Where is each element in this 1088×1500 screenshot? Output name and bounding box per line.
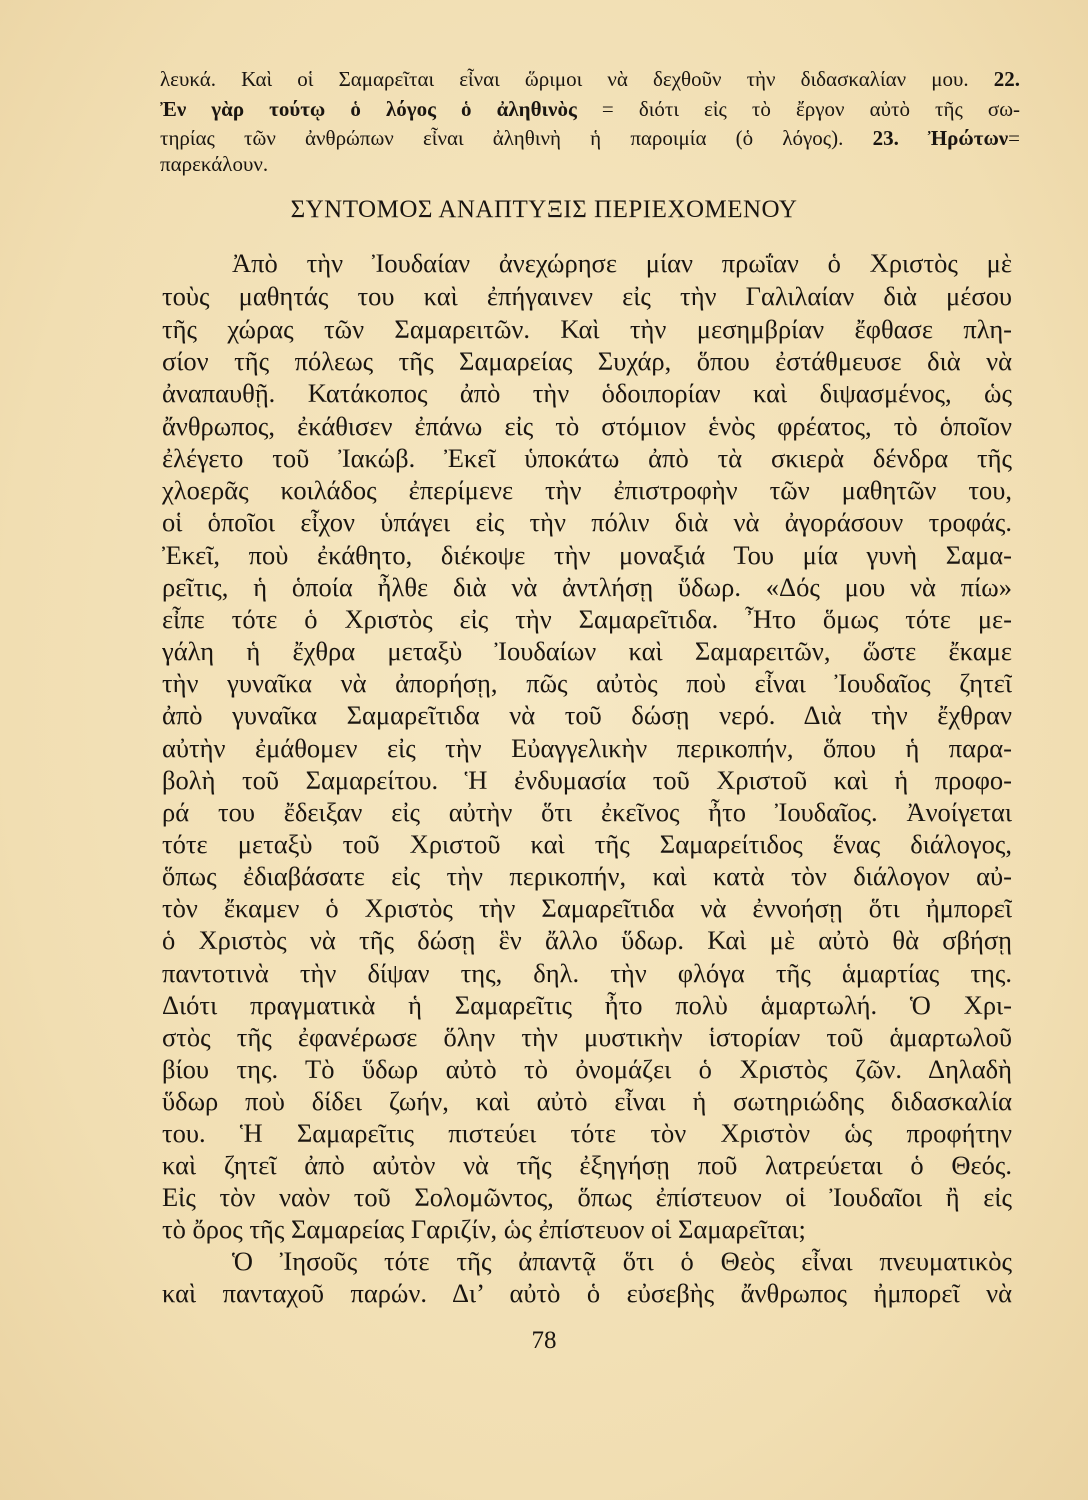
note-line-4 (160, 151, 1020, 178)
body-line: βολὴ τοῦ Σαμαρείτου. Ἡ ἐνδυμασία τοῦ Χριστοῦ καὶ ἡ προφο- (162, 765, 1012, 795)
body-line: σίον τῆς πόλεως τῆς Σαμαρείας Συχάρ, ὅπου ἐστάθμευσε διὰ νὰ (162, 346, 1012, 376)
section-heading: ΣΥΝΤΟΜΟΣ ΑΝΑΠΤΥΞΙΣ ΠΕΡΙΕΧΟΜΕΝΟΥ (290, 196, 798, 223)
body-line: χλοερᾶς κοιλάδος ἐπερίμενε τὴν ἐπιστροφὴν τῶν μαθητῶν του, (162, 475, 1012, 505)
body-line: ὅπως ἐδιαβάσατε εἰς τὴν περικοπήν, καὶ κατὰ τὸν διάλογον αὐ- (162, 861, 1012, 891)
body-line: οἱ ὁποῖοι εἶχον ὑπάγει εἰς τὴν πόλιν διὰ νὰ ἀγοράσουν τροφάς. (162, 507, 1012, 537)
body-line: ρά του ἔδειξαν εἰς αὐτὴν ὅτι ἐκεῖνος ἦτο Ἰουδαῖος. Ἀνοίγεται (162, 797, 1012, 827)
body-line: τοὺς μαθητάς του καὶ ἐπήγαινεν εἰς τὴν Γαλιλαίαν διὰ μέσου (162, 281, 1012, 311)
body-line: παντοτινὰ τὴν δίψαν της, δηλ. τὴν φλόγα τῆς ἁμαρτίας της. (162, 958, 1012, 988)
note-text: παρεκάλουν. (160, 152, 269, 176)
body-line: Ὁ Ἰησοῦς τότε τῆς ἀπαντᾷ ὅτι ὁ Θεὸς εἶναι πνευματικὸς (232, 1246, 1012, 1276)
body-line: βίου της. Τὸ ὕδωρ αὐτὸ τὸ ὀνομάζει ὁ Χριστὸς ζῶν. Δηλαδὴ (162, 1054, 1012, 1084)
body-line: ρεῖτις, ἡ ὁποία ἦλθε διὰ νὰ ἀντλήσῃ ὕδωρ. «Δός μου νὰ πίω» (162, 572, 1012, 602)
note-line-1 (160, 66, 1020, 93)
body-line: ἀναπαυθῇ. Κατάκοπος ἀπὸ τὴν ὁδοιπορίαν καὶ διψασμένος, ὡς (162, 378, 1012, 408)
body-line: ἐλέγετο τοῦ Ἰακώβ. Ἐκεῖ ὑποκάτω ἀπὸ τὰ σκιερὰ δένδρα τῆς (162, 443, 1012, 473)
body-line: τὴν γυναῖκα νὰ ἀπορήσῃ, πῶς αὐτὸς ποὺ εἶναι Ἰουδαῖος ζητεῖ (162, 668, 1012, 698)
body-line: Ἀπὸ τὴν Ἰουδαίαν ἀνεχώρησε μίαν πρωΐαν ὁ Χριστὸς μὲ (232, 248, 1012, 278)
note-line-3 (160, 125, 1020, 152)
note-text: λευκά. Καὶ οἱ Σαμαρεῖται εἶναι ὥριμοι νὰ δεχθοῦν τὴν διδασκαλίαν μου. (160, 67, 969, 91)
body-line: Εἰς τὸν ναὸν τοῦ Σολομῶντος, ὅπως ἐπίστευον οἱ Ἰουδαῖοι ἢ εἰς (162, 1182, 1012, 1212)
body-line: του. Ἡ Σαμαρεῖτις πιστεύει τότε τὸν Χριστὸν ὡς προφήτην (162, 1118, 1012, 1148)
body-line: Διότι πραγματικὰ ἡ Σαμαρεῖτις ἦτο πολὺ ἁμαρτωλή. Ὁ Χρι- (162, 990, 1012, 1020)
verse-word: Ἠρώτων (928, 126, 1009, 150)
body-line: καὶ πανταχοῦ παρών. Δι’ αὐτὸ ὁ εὐσεβὴς ἄνθρωπος ἠμπορεῖ νὰ (162, 1278, 1012, 1308)
note-line-2 (160, 96, 1020, 123)
note-text: τηρίας τῶν ἀνθρώπων εἶναι ἀληθινὴ ἡ παροιμία (ὁ λόγος). (160, 126, 844, 150)
verse-quote: Ἐν γὰρ τούτῳ ὁ λόγος ὁ ἀληθινὸς (160, 97, 577, 121)
equals-sign: = (1008, 126, 1020, 150)
body-line: καὶ ζητεῖ ἀπὸ αὐτὸν νὰ τῆς ἐξηγήσῃ ποῦ λατρεύεται ὁ Θεός. (162, 1150, 1012, 1180)
body-line: τὸν ἔκαμεν ὁ Χριστὸς τὴν Σαμαρεῖτιδα νὰ ἐννοήσῃ ὅτι ἠμπορεῖ (162, 893, 1012, 923)
body-line: ὁ Χριστὸς νὰ τῆς δώσῃ ἓν ἄλλο ὕδωρ. Καὶ μὲ αὐτὸ θὰ σβήσῃ (162, 925, 1012, 955)
body-line: τῆς χώρας τῶν Σαμαρειτῶν. Καὶ τὴν μεσημβρίαν ἔφθασε πλη- (162, 314, 1012, 344)
body-line: γάλη ἡ ἔχθρα μεταξὺ Ἰουδαίων καὶ Σαμαρειτῶν, ὥστε ἔκαμε (162, 636, 1012, 666)
body-line: ἀπὸ γυναῖκα Σαμαρεῖτιδα νὰ τοῦ δώσῃ νερό. Διὰ τὴν ἔχθραν (162, 700, 1012, 730)
body-line: ἄνθρωπος, ἐκάθισεν ἐπάνω εἰς τὸ στόμιον ἑνὸς φρέατος, τὸ ὁποῖον (162, 411, 1012, 441)
body-line: Ἐκεῖ, ποὺ ἐκάθητο, διέκοψε τὴν μοναξιά Του μία γυνὴ Σαμα- (162, 540, 1012, 570)
body-line: ὕδωρ ποὺ δίδει ζωήν, καὶ αὐτὸ εἶναι ἡ σωτηριώδης διδασκαλία (162, 1086, 1012, 1116)
page-number: 78 (531, 1327, 557, 1354)
verse-number-22: 22. (993, 67, 1020, 91)
body-line: αὐτὴν ἐμάθομεν εἰς τὴν Εὐαγγελικὴν περικοπήν, ὅπου ἡ παρα- (162, 733, 1012, 763)
verse-number-23: 23. (872, 126, 899, 150)
note-text: = διότι εἰς τὸ ἔργον αὐτὸ τῆς σω- (601, 97, 1020, 121)
body-line: τότε μεταξὺ τοῦ Χριστοῦ καὶ τῆς Σαμαρείτιδος ἕνας διάλογος, (162, 829, 1012, 859)
body-line: τὸ ὄρος τῆς Σαμαρείας Γαριζίν, ὡς ἐπίστευον οἱ Σαμαρεῖται; (162, 1214, 806, 1244)
body-line: εἶπε τότε ὁ Χριστὸς εἰς τὴν Σαμαρεῖτιδα. Ἦτο ὅμως τότε με- (162, 604, 1012, 634)
body-line: στὸς τῆς ἐφανέρωσε ὅλην τὴν μυστικὴν ἱστορίαν τοῦ ἁμαρτωλοῦ (162, 1022, 1012, 1052)
